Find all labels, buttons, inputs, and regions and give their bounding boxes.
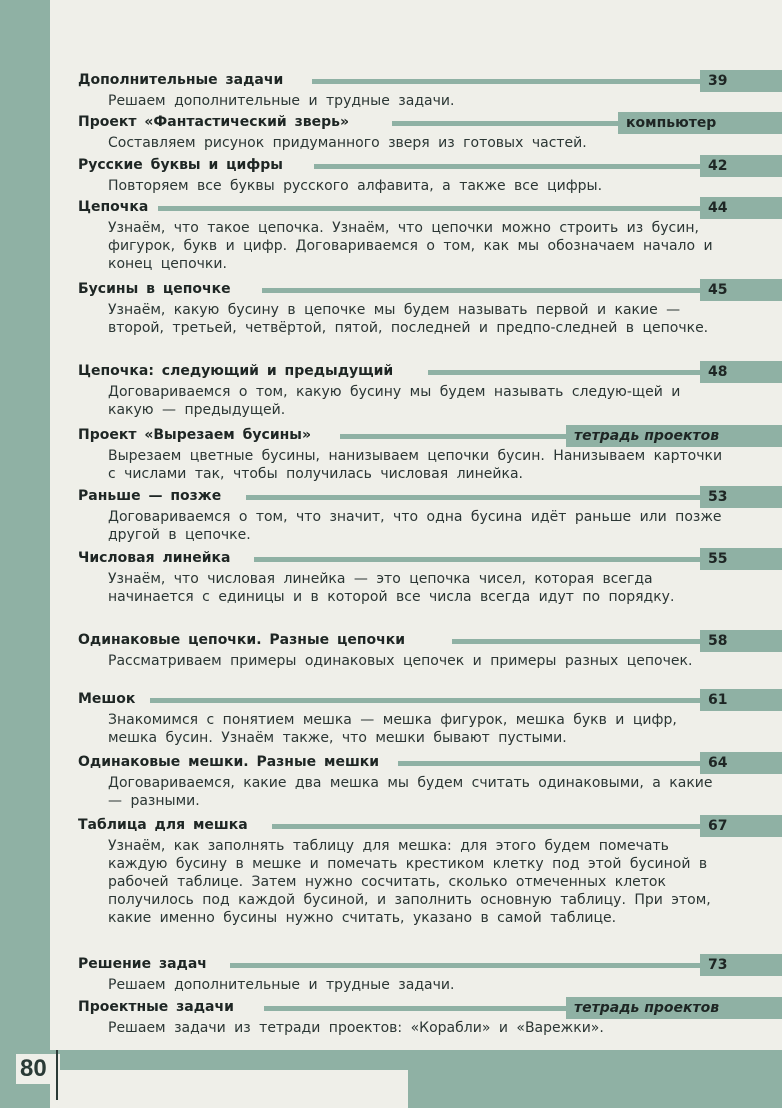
toc-entry-title: Русские буквы и цифры (78, 157, 283, 173)
page-ref: 53 (700, 486, 782, 508)
toc-entry-title: Раньше — позже (78, 488, 222, 504)
toc-entry-description: Договариваемся о том, что значит, что одна бусина идёт раньше или позже другой в цепочке. (108, 509, 722, 543)
toc-entry-heading (0, 630, 782, 652)
toc-entry-description: Повторяем все буквы русского алфавита, а также все цифры. (108, 178, 603, 194)
section-tag: компьютер (618, 112, 782, 134)
page-number-rule (56, 1050, 58, 1100)
leader-bar (428, 370, 704, 375)
toc-entry-description: Решаем задачи из тетради проектов: «Корабли» и «Варежки». (108, 1020, 604, 1036)
toc-entry-title: Проект «Вырезаем бусины» (78, 427, 312, 443)
toc-entry-heading (0, 155, 782, 177)
toc-entry-description: Решаем дополнительные и трудные задачи. (108, 977, 455, 993)
toc-entry-title: Цепочка: следующий и предыдущий (78, 363, 394, 379)
leader-bar (392, 121, 620, 126)
page-ref: 67 (700, 815, 782, 837)
leader-bar (340, 434, 570, 439)
toc-entry-description: Рассматриваем примеры одинаковых цепочек и примеры разных цепочек. (108, 653, 693, 669)
toc-entry-heading (0, 112, 782, 134)
page-ref: 44 (700, 197, 782, 219)
page-ref: 48 (700, 361, 782, 383)
toc-entry-title: Числовая линейка (78, 550, 231, 566)
toc-entry-heading (0, 997, 782, 1019)
toc-entry-heading (0, 279, 782, 301)
section-tag: тетрадь проектов (566, 425, 782, 447)
toc-entry-title: Одинаковые мешки. Разные мешки (78, 754, 380, 770)
toc-entry-heading (0, 689, 782, 711)
page-ref: 64 (700, 752, 782, 774)
section-tag: тетрадь проектов (566, 997, 782, 1019)
toc-entry-description: Узнаём, как заполнять таблицу для мешка: для этого будем помечать каждую бусину в мешке и помечать крестиком клетку под этой бусиной в рабочей таблице. Затем нужно сосчитать, сколько отмеченных клеток получилось под каждой бусиной, и заполнить основную таблицу. При этом, какие именно бусины нужно считать, указано в самой таблице. (108, 838, 711, 926)
page-ref: 73 (700, 954, 782, 976)
toc-entry-title: Решение задач (78, 956, 207, 972)
toc-entry-heading (0, 197, 782, 219)
toc-entry-description: Узнаём, какую бусину в цепочке мы будем называть первой и какие — второй, третьей, четвёртой, пятой, последней и предпо-следней в цепочке. (108, 302, 709, 336)
leader-bar (398, 761, 704, 766)
page-ref: 58 (700, 630, 782, 652)
toc-entry-heading (0, 70, 782, 92)
toc-entry-title: Одинаковые цепочки. Разные цепочки (78, 632, 406, 648)
page-ref: 42 (700, 155, 782, 177)
leader-bar (452, 639, 704, 644)
toc-entry-heading (0, 486, 782, 508)
page-ref: 55 (700, 548, 782, 570)
toc-entry-heading (0, 425, 782, 447)
page-ref: 39 (700, 70, 782, 92)
leader-bar (158, 206, 704, 211)
toc-entry-description: Составляем рисунок придуманного зверя из готовых частей. (108, 135, 587, 151)
toc-entry-description: Узнаём, что такое цепочка. Узнаём, что цепочки можно строить из бусин, фигурок, букв и цифр. Договариваемся о том, как мы обозначаем начало и конец цепочки. (108, 220, 713, 272)
toc-entry-title: Проектные задачи (78, 999, 234, 1015)
toc-entry-title: Дополнительные задачи (78, 72, 284, 88)
toc-entry-title: Проект «Фантастический зверь» (78, 114, 349, 130)
toc-entry-heading (0, 548, 782, 570)
leader-bar (262, 288, 704, 293)
leader-bar (272, 824, 704, 829)
page-ref: 61 (700, 689, 782, 711)
toc-entry-heading (0, 954, 782, 976)
toc-entry-title: Мешок (78, 691, 136, 707)
leader-bar (254, 557, 704, 562)
toc-entry-description: Вырезаем цветные бусины, нанизываем цепочки бусин. Нанизываем карточки с числами так, чтобы получилась числовая линейка. (108, 448, 723, 482)
toc-entry-title: Цепочка (78, 199, 149, 215)
toc-entry-description: Договариваемся, какие два мешка мы будем считать одинаковыми, а какие — разными. (108, 775, 713, 809)
toc-entry-heading (0, 752, 782, 774)
leader-bar (264, 1006, 570, 1011)
toc-entry-description: Договариваемся о том, какую бусину мы будем называть следую-щей и какую — предыдущей. (108, 384, 681, 418)
toc-entry-description: Узнаём, что числовая линейка — это цепочка чисел, которая всегда начинается с единицы и в которой все числа всегда идут по порядку. (108, 571, 675, 605)
page-number: 80 (16, 1054, 60, 1084)
toc-entry-description: Решаем дополнительные и трудные задачи. (108, 93, 455, 109)
toc-entry-heading (0, 361, 782, 383)
leader-bar (150, 698, 704, 703)
toc-entry-description: Знакомимся с понятием мешка — мешка фигурок, мешка букв и цифр, мешка бусин. Узнаём также, что мешки бывают пустыми. (108, 712, 677, 746)
toc-entry-heading (0, 815, 782, 837)
leader-bar (230, 963, 704, 968)
leader-bar (314, 164, 704, 169)
leader-bar (246, 495, 704, 500)
leader-bar (312, 79, 704, 84)
toc-entry-title: Бусины в цепочке (78, 281, 231, 297)
toc-entry-title: Таблица для мешка (78, 817, 248, 833)
page-ref: 45 (700, 279, 782, 301)
